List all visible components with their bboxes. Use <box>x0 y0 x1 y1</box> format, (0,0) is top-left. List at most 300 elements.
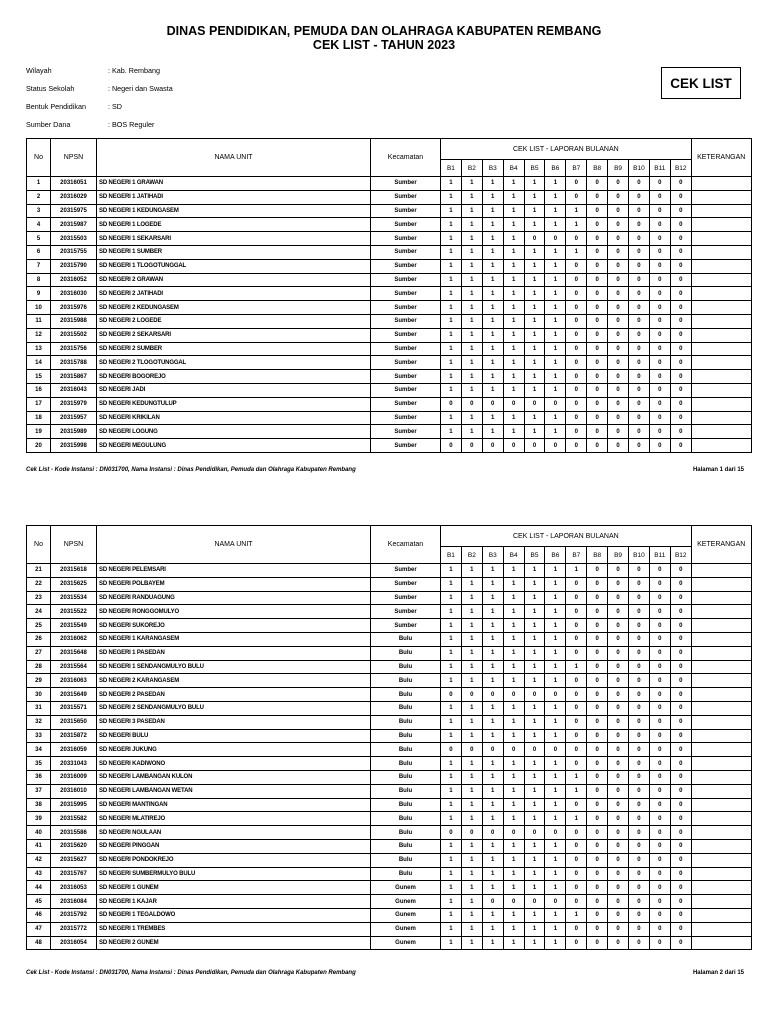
row-npsn: 20315648 <box>51 646 97 660</box>
row-month-status: 0 <box>670 204 691 218</box>
row-keterangan <box>691 729 751 743</box>
row-nama-unit: SD NEGERI SUMBERMULYO BULU <box>97 867 371 881</box>
row-keterangan <box>691 701 751 715</box>
row-month-status: 1 <box>441 674 462 688</box>
row-month-status: 0 <box>587 218 608 232</box>
row-kecamatan: Gunem <box>371 936 441 950</box>
header-month: B3 <box>482 547 503 564</box>
row-kecamatan: Bulu <box>371 729 441 743</box>
row-month-status: 0 <box>649 922 670 936</box>
row-month-status: 1 <box>482 383 503 397</box>
row-month-status: 0 <box>629 701 650 715</box>
row-month-status: 0 <box>629 757 650 771</box>
meta-label: Bentuk Pendidikan <box>26 102 86 111</box>
table-row <box>27 895 752 909</box>
row-npsn: 20316059 <box>51 743 97 757</box>
row-no: 9 <box>27 287 51 301</box>
row-month-status: 1 <box>441 867 462 881</box>
row-month-status: 1 <box>461 936 482 950</box>
row-month-status: 0 <box>629 619 650 633</box>
row-month-status: 1 <box>461 383 482 397</box>
row-month-status: 0 <box>608 577 629 591</box>
row-nama-unit: SD NEGERI JADI <box>97 383 371 397</box>
row-month-status: 1 <box>503 922 524 936</box>
meta-row <box>26 102 173 120</box>
row-month-status: 0 <box>670 784 691 798</box>
row-month-status: 1 <box>482 287 503 301</box>
row-no: 25 <box>27 619 51 633</box>
row-kecamatan: Bulu <box>371 688 441 702</box>
row-month-status: 0 <box>566 936 587 950</box>
row-month-status: 1 <box>545 798 566 812</box>
meta-value: : SD <box>108 102 122 111</box>
row-month-status: 0 <box>629 342 650 356</box>
row-no: 17 <box>27 397 51 411</box>
row-month-status: 1 <box>441 425 462 439</box>
row-no: 45 <box>27 895 51 909</box>
header-month: B9 <box>608 160 629 177</box>
row-month-status: 0 <box>670 701 691 715</box>
table-row <box>27 273 752 287</box>
row-no: 30 <box>27 688 51 702</box>
row-month-status: 0 <box>629 936 650 950</box>
meta-value: : Kab. Rembang <box>108 66 160 75</box>
row-month-status: 1 <box>482 328 503 342</box>
row-month-status: 0 <box>587 908 608 922</box>
row-keterangan <box>691 383 751 397</box>
row-kecamatan: Sumber <box>371 370 441 384</box>
row-nama-unit: SD NEGERI 2 PASEDAN <box>97 688 371 702</box>
row-month-status: 0 <box>608 439 629 453</box>
row-nama-unit: SD NEGERI 2 GRAWAN <box>97 273 371 287</box>
row-month-status: 1 <box>461 798 482 812</box>
row-no: 20 <box>27 439 51 453</box>
row-month-status: 0 <box>587 826 608 840</box>
row-month-status: 0 <box>587 287 608 301</box>
row-keterangan <box>691 177 751 191</box>
table-row <box>27 729 752 743</box>
header-month: B10 <box>629 547 650 564</box>
row-month-status: 0 <box>670 314 691 328</box>
row-kecamatan: Bulu <box>371 715 441 729</box>
row-month-status: 1 <box>524 853 545 867</box>
row-keterangan <box>691 743 751 757</box>
row-month-status: 1 <box>482 715 503 729</box>
row-no: 14 <box>27 356 51 370</box>
table-row <box>27 743 752 757</box>
row-month-status: 0 <box>608 328 629 342</box>
row-month-status: 0 <box>503 397 524 411</box>
row-month-status: 0 <box>649 383 670 397</box>
row-nama-unit: SD NEGERI 2 KARANGASEM <box>97 674 371 688</box>
table-row <box>27 370 752 384</box>
row-month-status: 1 <box>461 342 482 356</box>
row-npsn: 20315957 <box>51 411 97 425</box>
row-month-status: 0 <box>608 674 629 688</box>
row-kecamatan: Bulu <box>371 632 441 646</box>
table-row <box>27 245 752 259</box>
row-month-status: 0 <box>629 259 650 273</box>
row-month-status: 0 <box>649 356 670 370</box>
report-subtitle: CEK LIST - TAHUN 2023 <box>312 38 456 52</box>
row-month-status: 1 <box>482 425 503 439</box>
row-month-status: 0 <box>587 660 608 674</box>
table-row <box>27 287 752 301</box>
row-month-status: 0 <box>566 895 587 909</box>
row-npsn: 20315989 <box>51 425 97 439</box>
row-month-status: 0 <box>608 564 629 578</box>
row-month-status: 1 <box>503 770 524 784</box>
row-month-status: 0 <box>545 232 566 246</box>
row-month-status: 0 <box>566 881 587 895</box>
row-month-status: 0 <box>629 674 650 688</box>
row-month-status: 0 <box>608 798 629 812</box>
row-month-status: 1 <box>441 757 462 771</box>
row-month-status: 0 <box>629 853 650 867</box>
row-month-status: 0 <box>566 259 587 273</box>
row-keterangan <box>691 674 751 688</box>
row-month-status: 1 <box>545 328 566 342</box>
row-month-status: 1 <box>441 853 462 867</box>
row-no: 31 <box>27 701 51 715</box>
row-month-status: 1 <box>461 646 482 660</box>
row-month-status: 1 <box>524 204 545 218</box>
row-month-status: 1 <box>503 177 524 191</box>
table-row <box>27 259 752 273</box>
checklist-table-page-2 <box>26 525 752 950</box>
row-month-status: 0 <box>441 439 462 453</box>
row-month-status: 0 <box>670 646 691 660</box>
row-month-status: 0 <box>482 688 503 702</box>
row-no: 6 <box>27 245 51 259</box>
row-month-status: 1 <box>503 632 524 646</box>
row-month-status: 0 <box>608 177 629 191</box>
row-keterangan <box>691 853 751 867</box>
row-month-status: 0 <box>545 743 566 757</box>
row-month-status: 1 <box>482 342 503 356</box>
row-month-status: 1 <box>545 190 566 204</box>
row-month-status: 1 <box>461 314 482 328</box>
row-kecamatan: Sumber <box>371 190 441 204</box>
row-month-status: 0 <box>629 190 650 204</box>
row-month-status: 1 <box>461 853 482 867</box>
row-month-status: 1 <box>503 660 524 674</box>
row-nama-unit: SD NEGERI SUKOREJO <box>97 619 371 633</box>
row-month-status: 0 <box>587 273 608 287</box>
row-month-status: 1 <box>503 715 524 729</box>
row-npsn: 20315582 <box>51 812 97 826</box>
header-month: B12 <box>670 547 691 564</box>
row-month-status: 1 <box>441 632 462 646</box>
row-kecamatan: Bulu <box>371 826 441 840</box>
row-month-status: 0 <box>608 632 629 646</box>
row-month-status: 0 <box>670 245 691 259</box>
row-npsn: 20316030 <box>51 287 97 301</box>
row-month-status: 0 <box>649 619 670 633</box>
row-no: 3 <box>27 204 51 218</box>
row-month-status: 0 <box>629 729 650 743</box>
row-month-status: 1 <box>441 232 462 246</box>
table-row <box>27 784 752 798</box>
row-month-status: 1 <box>524 370 545 384</box>
row-month-status: 0 <box>649 674 670 688</box>
meta-row <box>26 120 173 138</box>
table-row <box>27 839 752 853</box>
row-month-status: 0 <box>608 190 629 204</box>
row-npsn: 20315502 <box>51 328 97 342</box>
meta-label: Sumber Dana <box>26 120 71 129</box>
row-month-status: 0 <box>608 701 629 715</box>
row-month-status: 1 <box>482 218 503 232</box>
row-keterangan <box>691 356 751 370</box>
row-month-status: 1 <box>503 839 524 853</box>
row-month-status: 0 <box>461 743 482 757</box>
row-month-status: 0 <box>629 908 650 922</box>
row-month-status: 0 <box>670 356 691 370</box>
row-keterangan <box>691 204 751 218</box>
row-month-status: 1 <box>482 632 503 646</box>
row-month-status: 1 <box>441 204 462 218</box>
row-npsn: 20315627 <box>51 853 97 867</box>
row-kecamatan: Sumber <box>371 259 441 273</box>
row-npsn: 20315620 <box>51 839 97 853</box>
row-month-status: 0 <box>608 743 629 757</box>
row-month-status: 0 <box>649 646 670 660</box>
row-kecamatan: Sumber <box>371 245 441 259</box>
row-month-status: 0 <box>566 688 587 702</box>
row-month-status: 1 <box>461 895 482 909</box>
row-nama-unit: SD NEGERI LAMBANGAN WETAN <box>97 784 371 798</box>
row-month-status: 1 <box>482 853 503 867</box>
row-month-status: 0 <box>629 328 650 342</box>
row-month-status: 0 <box>566 342 587 356</box>
row-month-status: 0 <box>566 798 587 812</box>
row-month-status: 1 <box>566 660 587 674</box>
row-month-status: 1 <box>461 273 482 287</box>
row-month-status: 0 <box>503 895 524 909</box>
row-month-status: 1 <box>503 259 524 273</box>
header-month: B2 <box>461 160 482 177</box>
row-month-status: 0 <box>566 757 587 771</box>
row-month-status: 1 <box>441 812 462 826</box>
row-no: 19 <box>27 425 51 439</box>
row-kecamatan: Sumber <box>371 591 441 605</box>
row-month-status: 0 <box>649 301 670 315</box>
row-keterangan <box>691 218 751 232</box>
row-month-status: 0 <box>587 922 608 936</box>
row-month-status: 0 <box>608 895 629 909</box>
row-month-status: 1 <box>461 757 482 771</box>
row-month-status: 1 <box>545 425 566 439</box>
row-month-status: 0 <box>566 674 587 688</box>
row-month-status: 0 <box>587 232 608 246</box>
row-month-status: 1 <box>461 922 482 936</box>
header-month: B3 <box>482 160 503 177</box>
row-kecamatan: Sumber <box>371 619 441 633</box>
row-month-status: 1 <box>461 715 482 729</box>
row-month-status: 0 <box>545 826 566 840</box>
row-month-status: 1 <box>441 301 462 315</box>
row-no: 29 <box>27 674 51 688</box>
row-month-status: 1 <box>566 770 587 784</box>
row-month-status: 0 <box>566 922 587 936</box>
row-month-status: 0 <box>608 370 629 384</box>
row-month-status: 1 <box>461 784 482 798</box>
table-row <box>27 715 752 729</box>
header-npsn: NPSN <box>51 526 97 564</box>
meta-label: Status Sekolah <box>26 84 75 93</box>
row-month-status: 0 <box>629 895 650 909</box>
row-month-status: 1 <box>524 591 545 605</box>
row-npsn: 20315649 <box>51 688 97 702</box>
row-month-status: 0 <box>649 770 670 784</box>
row-month-status: 1 <box>503 411 524 425</box>
row-month-status: 1 <box>482 190 503 204</box>
row-month-status: 0 <box>587 646 608 660</box>
row-month-status: 1 <box>441 259 462 273</box>
row-month-status: 1 <box>461 232 482 246</box>
row-month-status: 0 <box>566 839 587 853</box>
row-month-status: 1 <box>482 729 503 743</box>
row-month-status: 0 <box>587 674 608 688</box>
row-no: 48 <box>27 936 51 950</box>
row-month-status: 1 <box>482 881 503 895</box>
row-npsn: 20315979 <box>51 397 97 411</box>
row-nama-unit: SD NEGERI PELEMSARI <box>97 564 371 578</box>
row-month-status: 0 <box>629 867 650 881</box>
row-keterangan <box>691 439 751 453</box>
row-month-status: 1 <box>441 245 462 259</box>
row-month-status: 0 <box>566 232 587 246</box>
header-month: B7 <box>566 160 587 177</box>
row-month-status: 0 <box>649 743 670 757</box>
row-month-status: 0 <box>649 232 670 246</box>
row-month-status: 1 <box>524 881 545 895</box>
row-month-status: 1 <box>524 922 545 936</box>
row-npsn: 20315772 <box>51 922 97 936</box>
row-month-status: 1 <box>461 204 482 218</box>
table-row <box>27 564 752 578</box>
row-month-status: 0 <box>629 839 650 853</box>
row-month-status: 0 <box>670 619 691 633</box>
row-month-status: 0 <box>629 798 650 812</box>
row-keterangan <box>691 867 751 881</box>
row-month-status: 1 <box>461 632 482 646</box>
row-keterangan <box>691 922 751 936</box>
row-month-status: 0 <box>587 342 608 356</box>
row-month-status: 1 <box>524 812 545 826</box>
row-month-status: 0 <box>608 812 629 826</box>
row-month-status: 0 <box>545 397 566 411</box>
row-month-status: 1 <box>524 784 545 798</box>
row-month-status: 0 <box>587 701 608 715</box>
report-title: DINAS PENDIDIKAN, PEMUDA DAN OLAHRAGA KABUPATEN REMBANG <box>166 24 602 38</box>
row-month-status: 0 <box>649 895 670 909</box>
row-month-status: 0 <box>670 342 691 356</box>
row-no: 7 <box>27 259 51 273</box>
row-month-status: 1 <box>482 564 503 578</box>
row-month-status: 1 <box>461 564 482 578</box>
row-month-status: 0 <box>587 591 608 605</box>
row-month-status: 1 <box>441 177 462 191</box>
row-kecamatan: Sumber <box>371 342 441 356</box>
row-month-status: 0 <box>587 204 608 218</box>
row-month-status: 1 <box>503 757 524 771</box>
row-month-status: 1 <box>545 287 566 301</box>
row-nama-unit: SD NEGERI LAMBANGAN KULON <box>97 770 371 784</box>
row-kecamatan: Gunem <box>371 881 441 895</box>
row-month-status: 0 <box>524 397 545 411</box>
row-npsn: 20316043 <box>51 383 97 397</box>
row-month-status: 1 <box>461 839 482 853</box>
row-month-status: 1 <box>503 936 524 950</box>
row-month-status: 1 <box>503 605 524 619</box>
row-npsn: 20316054 <box>51 936 97 950</box>
row-month-status: 1 <box>524 660 545 674</box>
row-month-status: 1 <box>524 425 545 439</box>
row-kecamatan: Bulu <box>371 701 441 715</box>
row-month-status: 0 <box>670 411 691 425</box>
row-month-status: 0 <box>441 397 462 411</box>
row-no: 16 <box>27 383 51 397</box>
row-nama-unit: SD NEGERI BULU <box>97 729 371 743</box>
row-keterangan <box>691 895 751 909</box>
row-month-status: 0 <box>566 411 587 425</box>
header-month: B1 <box>441 160 462 177</box>
row-month-status: 0 <box>649 190 670 204</box>
row-month-status: 1 <box>482 784 503 798</box>
row-month-status: 0 <box>524 232 545 246</box>
table-row <box>27 853 752 867</box>
row-month-status: 1 <box>524 342 545 356</box>
row-npsn: 20315767 <box>51 867 97 881</box>
row-month-status: 1 <box>524 301 545 315</box>
row-month-status: 1 <box>503 591 524 605</box>
table-row <box>27 660 752 674</box>
row-month-status: 0 <box>629 715 650 729</box>
row-kecamatan: Sumber <box>371 605 441 619</box>
row-month-status: 1 <box>545 908 566 922</box>
row-month-status: 0 <box>587 259 608 273</box>
row-month-status: 0 <box>670 674 691 688</box>
row-month-status: 1 <box>461 259 482 273</box>
row-month-status: 0 <box>503 743 524 757</box>
row-month-status: 0 <box>608 908 629 922</box>
row-month-status: 0 <box>629 881 650 895</box>
row-month-status: 0 <box>670 218 691 232</box>
row-month-status: 1 <box>461 660 482 674</box>
row-month-status: 0 <box>608 301 629 315</box>
row-nama-unit: SD NEGERI JUKUNG <box>97 743 371 757</box>
row-keterangan <box>691 770 751 784</box>
row-month-status: 0 <box>649 425 670 439</box>
row-nama-unit: SD NEGERI 1 TEGALDOWO <box>97 908 371 922</box>
row-month-status: 1 <box>441 411 462 425</box>
row-month-status: 0 <box>629 204 650 218</box>
table-row <box>27 632 752 646</box>
row-no: 26 <box>27 632 51 646</box>
row-month-status: 1 <box>482 839 503 853</box>
row-month-status: 0 <box>608 218 629 232</box>
table-row <box>27 314 752 328</box>
row-month-status: 1 <box>482 204 503 218</box>
row-month-status: 1 <box>503 314 524 328</box>
row-month-status: 0 <box>587 881 608 895</box>
row-month-status: 0 <box>566 370 587 384</box>
row-month-status: 0 <box>608 867 629 881</box>
row-month-status: 0 <box>587 356 608 370</box>
row-month-status: 0 <box>587 439 608 453</box>
